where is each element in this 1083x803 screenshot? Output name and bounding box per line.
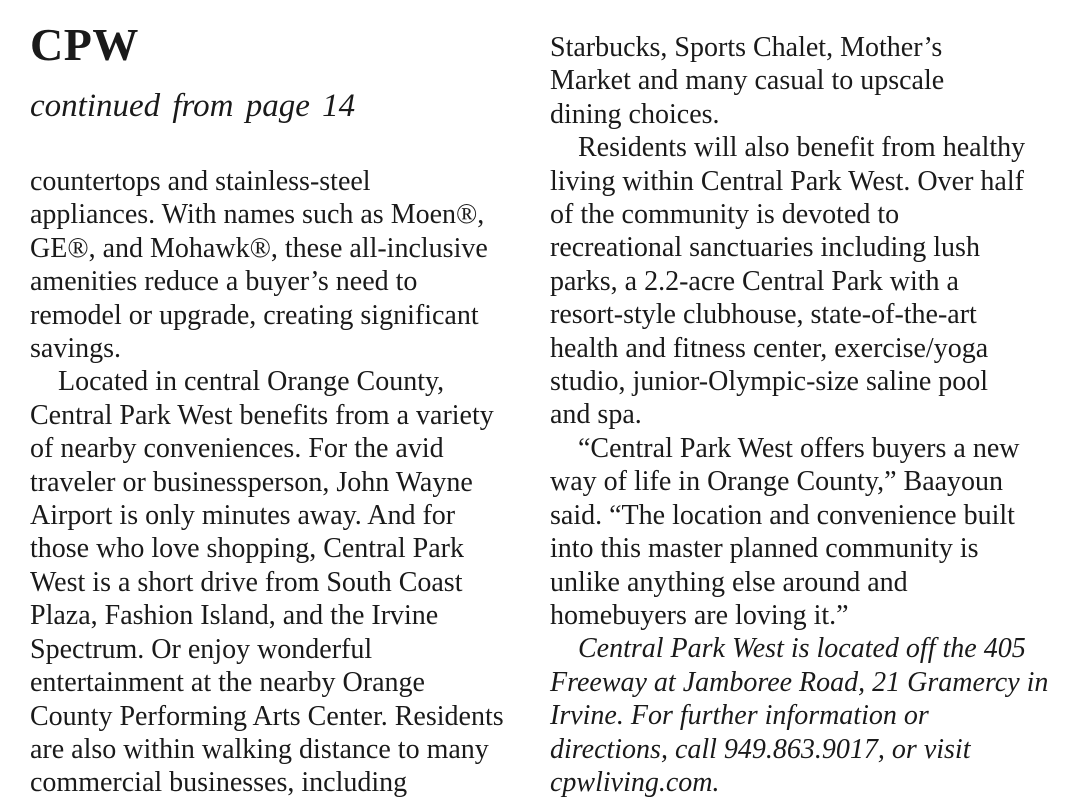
text-line: of the community is devoted to [550,199,900,231]
text-line: traveler or businessperson, John Wayne [30,466,473,498]
text-line: way of life in Orange County,” Baayoun [550,466,1004,498]
text-line: GE®, and Mohawk®, these all-inclusive [30,232,488,264]
text-line: Market and many casual to upscale [550,65,945,97]
text-line: entertainment at the nearby Orange [30,667,425,699]
text-line: countertops and stainless-steel [30,166,371,197]
text-line: Central Park West benefits from a variety [30,399,494,431]
text-line: commercial businesses, including [30,767,408,799]
text-line: studio, junior-Olympic-size saline pool [550,366,989,398]
text-line: health and fitness center, exercise/yoga [550,332,989,364]
text-line: living within Central Park West. Over half [550,165,1024,197]
text-line: parks, a 2.2-acre Central Park with a [550,265,959,297]
text-line: are also within walking distance to many [30,733,489,765]
text-line: appliances. With names such as Moen®, [30,199,485,231]
text-line: and spa. [550,399,642,431]
text-line: unlike anything else around and [550,566,908,598]
text-line: directions, call 949.863.9017, or visit [550,733,971,765]
text-line: Residents will also benefit from healthy [578,132,1026,164]
text-line: West is a short drive from South Coast [30,566,463,598]
text-line: resort-style clubhouse, state-of-the-art [550,299,977,331]
text-line: of nearby conveniences. For the avid [30,433,444,465]
continuation-note: continued from page 14 [30,88,356,124]
text-line: said. “The location and convenience built [550,499,1015,531]
text-line: homebuyers are loving it.” [550,599,849,631]
text-line: Central Park West is located off the 405 [578,633,1026,665]
text-line: cpwliving.com. [550,766,720,798]
text-line: into this master planned community is [550,533,979,565]
right-column-text [550,31,1062,799]
text-line: dining choices. [550,98,720,130]
text-line: savings. [30,333,121,365]
text-line: Airport is only minutes away. And for [30,500,456,532]
text-line: amenities reduce a buyer’s need to [30,266,418,298]
text-line: County Performing Arts Center. Residents [30,700,504,732]
text-line: remodel or upgrade, creating significant [30,299,479,331]
text-line: Starbucks, Sports Chalet, Mother’s [550,32,943,63]
text-line: Spectrum. Or enjoy wonderful [30,633,373,665]
text-line: those who love shopping, Central Park [30,533,464,565]
text-line: Freeway at Jamboree Road, 21 Gramercy in [550,666,1049,698]
left-column-text [30,165,538,800]
text-line: Plaza, Fashion Island, and the Irvine [30,600,439,632]
text-line: Irvine. For further information or [550,700,929,732]
text-line: Located in central Orange County, [58,366,445,398]
article-title: CPW [30,19,139,70]
text-line: “Central Park West offers buyers a new [578,432,1020,464]
text-line: recreational sanctuaries including lush [550,232,980,264]
